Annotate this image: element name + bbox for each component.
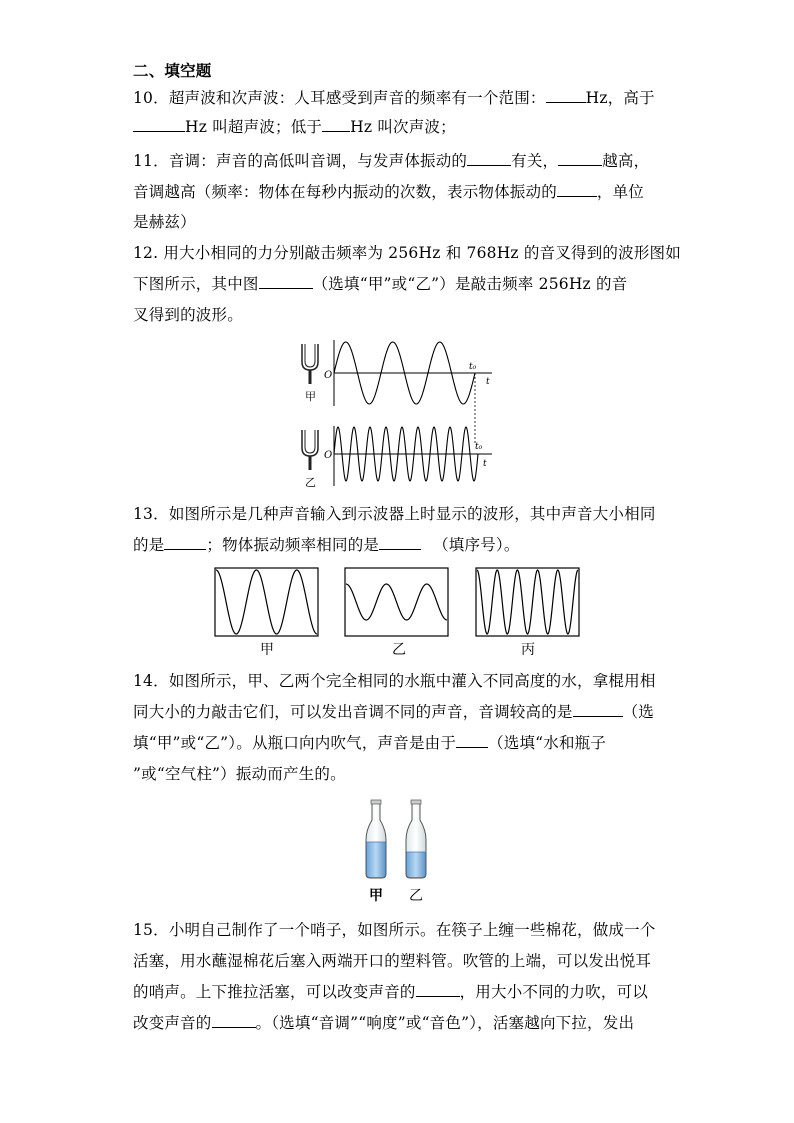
q10-line-2 (133, 117, 456, 137)
q11-text-b: 有关， (511, 152, 559, 170)
q13-text-a: 的是 (133, 536, 165, 554)
q10-text-c: Hz 叫超声波；低于 (185, 118, 323, 136)
q11-line-1 (133, 151, 649, 171)
q11-text-d: 音调越高（频率：物体在每秒内振动的次数，表示物体振动的 (133, 183, 557, 201)
q11-blank-1[interactable] (467, 151, 511, 166)
q11-text-c: 越高， (602, 152, 650, 170)
fig12-t-a: t (486, 377, 490, 387)
scope-caption-b: 乙 (392, 642, 406, 658)
q12-line-3: 叉得到的波形。 (133, 306, 243, 324)
q14-text-b: （选 (622, 703, 655, 721)
q13-blank-1[interactable] (164, 535, 206, 550)
q12-line-1: 12. 用大小相同的力分别敲击频率为 256Hz 和 768Hz 的音叉得到的波形图如 (133, 244, 681, 262)
q10-blank-ultra[interactable] (133, 117, 185, 132)
fig12-origin-a: O (324, 370, 333, 381)
q11-blank-2[interactable] (558, 151, 602, 166)
q10-blank-range[interactable] (546, 88, 586, 103)
bottle-b-icon (406, 800, 426, 878)
q15-text-d: 。（选填“音调”“响度”或“音色”），活塞越向下拉，发出 (255, 1014, 635, 1032)
q12-blank[interactable] (259, 274, 313, 289)
q12-line-2 (133, 274, 627, 294)
bottle-a-icon (366, 800, 386, 878)
q13-line-1: 13．如图所示是几种声音输入到示波器上时显示的波形，其中声音大小相同 (133, 505, 656, 523)
q10-text-a: 10．超声波和次声波：人耳感受到声音的频率有一个范围： (133, 89, 546, 107)
scope-wave-a (216, 570, 317, 634)
q14-blank-2[interactable] (456, 733, 488, 748)
q11-line-3: 是赫兹） (133, 213, 196, 231)
scope-wave-c (477, 570, 578, 634)
tuning-fork-waveform-figure (296, 336, 502, 488)
q15-blank-1[interactable] (416, 982, 460, 997)
q14-text-a: 同大小的力敲击它们，可以发出音调不同的声音，音调较高的是 (133, 703, 573, 721)
q15-blank-2[interactable] (212, 1013, 256, 1028)
bottle-caption-a: 甲 (369, 888, 383, 904)
q15-line-3 (133, 982, 648, 1002)
scope-wave-b (346, 584, 447, 620)
oscilloscope-figure (214, 567, 582, 659)
q14-line-3 (133, 733, 606, 753)
q13-text-c: （填序号）。 (433, 536, 520, 554)
q10-line-1 (133, 88, 655, 108)
scope-box-c (476, 568, 579, 636)
q14-line-2 (133, 702, 654, 722)
q10-text-b: Hz，高于 (585, 89, 655, 107)
q15-text-c: 改变声音的 (133, 1014, 212, 1032)
scope-caption-c: 丙 (521, 642, 535, 658)
fig12-t0-a: t₀ (469, 362, 477, 372)
fig12-t-b: t (483, 459, 487, 469)
q10-blank-infra[interactable] (322, 117, 350, 132)
q14-text-d: （选填“水和瓶子 (488, 734, 607, 752)
fig12-label-b: 乙 (305, 476, 316, 488)
tuning-fork-a-icon (302, 344, 318, 384)
q15-line-1: 15．小明自己制作了一个哨子，如图所示。在筷子上缠一些棉花，做成一个 (133, 921, 656, 939)
q14-line-4: ”或“空气柱”）振动而产生的。 (133, 765, 346, 783)
fig12-origin-b: O (324, 450, 333, 461)
water-bottles-figure (360, 798, 436, 910)
q11-line-2 (133, 182, 644, 202)
q11-blank-3[interactable] (557, 182, 597, 197)
section-title: 二、填空题 (133, 62, 212, 80)
q14-line-1: 14．如图所示，甲、乙两个完全相同的水瓶中灌入不同高度的水，拿棍用相 (133, 672, 656, 690)
q11-text-a: 11．音调：声音的高低叫音调，与发声体振动的 (133, 152, 468, 170)
q13-line-2 (133, 535, 520, 555)
fig12-t0-b: t₀ (475, 442, 483, 452)
q14-blank-1[interactable] (573, 702, 623, 717)
scope-caption-a: 甲 (260, 642, 274, 658)
q15-line-2: 活塞，用水蘸湿棉花后塞入两端开口的塑料管。吹管的上端，可以发出悦耳 (133, 952, 652, 970)
q15-line-4 (133, 1013, 634, 1033)
q14-text-c: 填“甲”或“乙”）。从瓶口向内吹气，声音是由于 (133, 734, 457, 752)
q12-text-a: 下图所示，其中图 (133, 275, 259, 293)
q15-text-a: 的哨声。上下推拉活塞，可以改变声音的 (133, 983, 416, 1001)
q10-text-d: Hz 叫次声波； (350, 118, 456, 136)
q13-blank-2[interactable] (379, 535, 421, 550)
q12-text-b: （选填“甲”或“乙”）是敲击频率 256Hz 的音 (312, 275, 628, 293)
tuning-fork-b-icon (302, 430, 318, 470)
q15-text-b: ，用大小不同的力吹，可以 (459, 983, 649, 1001)
fig12-label-a: 甲 (305, 390, 316, 403)
q13-text-b: ；物体振动频率相同的是 (206, 536, 380, 554)
bottle-caption-b: 乙 (409, 888, 423, 904)
q11-text-e: ，单位 (596, 183, 645, 201)
